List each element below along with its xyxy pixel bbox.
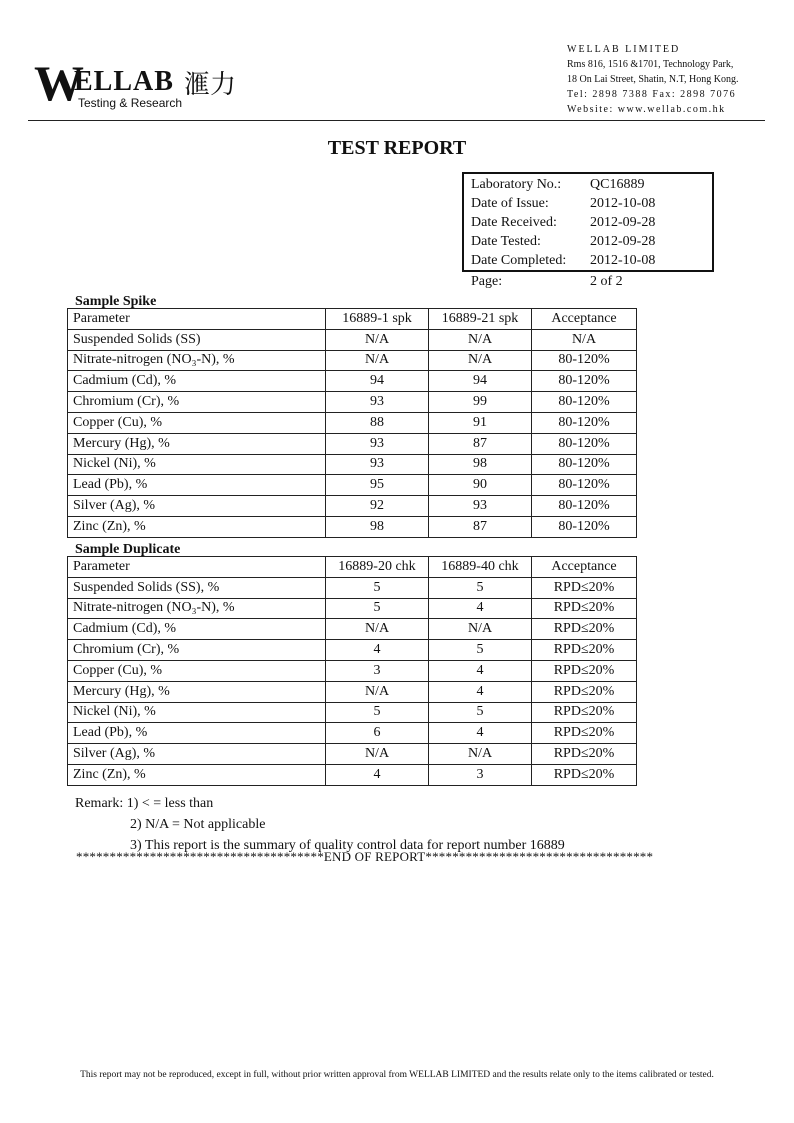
end-of-report: *************************************END OF REPORT********************************** [76,849,654,864]
remark-item: 2) N/A = Not applicable [130,817,266,832]
logo-tagline: Testing & Research [78,96,183,110]
header-cell: Acceptance [532,309,637,330]
table-cell: Chromium (Cr), % [68,392,326,413]
table-cell: 95 [326,475,429,496]
table-cell: N/A [429,350,532,371]
table-cell: Copper (Cu), % [68,660,326,681]
table-cell: RPD≤20% [532,577,637,598]
remarks [75,793,565,856]
table-row [68,744,637,765]
header-cell: 16889-40 chk [429,557,532,578]
table-cell: N/A [532,329,637,350]
logo-name: ELLAB [74,66,174,97]
table-cell: 80-120% [532,350,637,371]
table-header-row [68,557,637,578]
table-cell: Silver (Ag), % [68,496,326,517]
lab-label-date-of-issue: Date of Issue: [471,196,549,211]
table-row [68,392,637,413]
table-cell: RPD≤20% [532,619,637,640]
table-cell: 92 [326,496,429,517]
table-cell: 80-120% [532,392,637,413]
lab-label-laboratory-no: Laboratory No.: [471,177,562,192]
table-cell: 4 [326,640,429,661]
table-cell: 93 [326,433,429,454]
lab-label-page: Page: [471,274,503,289]
table-cell: 90 [429,475,532,496]
table-row [68,516,637,537]
table-cell: Mercury (Hg), % [68,681,326,702]
header-cell: 16889-21 spk [429,309,532,330]
company-address-2: 18 On Lai Street, Shatin, N.T, Hong Kong. [567,74,739,85]
table-row [68,660,637,681]
table-row [68,454,637,475]
table-cell: Suspended Solids (SS) [68,329,326,350]
table-cell: 4 [326,764,429,785]
company-name: WELLAB LIMITED [567,44,681,55]
duplicate-section-title: Sample Duplicate [75,542,181,557]
table-cell: RPD≤20% [532,723,637,744]
lab-label-date-completed: Date Completed: [471,253,567,268]
table-cell: 80-120% [532,433,637,454]
lab-value-date-received: 2012-09-28 [590,215,656,230]
table-cell: N/A [326,744,429,765]
table-cell: 5 [326,598,429,619]
table-cell: 94 [326,371,429,392]
lab-value-date-tested: 2012-09-28 [590,234,656,249]
table-cell: 93 [326,392,429,413]
company-address-1: Rms 816, 1516 &1701, Technology Park, [567,59,734,70]
table-row [68,371,637,392]
table-cell: Zinc (Zn), % [68,516,326,537]
table-cell: 5 [326,702,429,723]
table-cell: Chromium (Cr), % [68,640,326,661]
table-cell: N/A [326,329,429,350]
header-cell: 16889-1 spk [326,309,429,330]
company-phone: Tel: 2898 7388 Fax: 2898 7076 [567,89,737,100]
table-cell: Mercury (Hg), % [68,433,326,454]
table-row [68,496,637,517]
remark-item: 1) < = less than [126,796,214,811]
table-cell: 4 [429,598,532,619]
table-cell: 80-120% [532,412,637,433]
table-row [68,412,637,433]
table-cell: RPD≤20% [532,640,637,661]
table-cell: 99 [429,392,532,413]
table-cell: 5 [429,702,532,723]
report-title: TEST REPORT [327,137,467,159]
table-cell: 80-120% [532,516,637,537]
table-row [68,475,637,496]
table-cell: 5 [429,577,532,598]
company-logo [34,55,244,114]
table-cell: RPD≤20% [532,598,637,619]
company-website: Website: www.wellab.com.hk [567,104,726,115]
table-cell: 5 [429,640,532,661]
header-rule [28,120,765,121]
table-row [68,598,637,619]
table-cell: Nickel (Ni), % [68,454,326,475]
lab-value-date-of-issue: 2012-10-08 [590,196,656,211]
table-cell: 94 [429,371,532,392]
lab-value-date-completed: 2012-10-08 [590,253,656,268]
table-row [68,329,637,350]
table-cell: 3 [429,764,532,785]
table-cell: N/A [326,619,429,640]
table-cell: 4 [429,723,532,744]
table-header-row [68,309,637,330]
duplicate-table [67,556,637,786]
table-cell: 98 [429,454,532,475]
table-cell: 91 [429,412,532,433]
table-cell: 98 [326,516,429,537]
table-cell: N/A [429,744,532,765]
table-row [68,702,637,723]
table-row [68,619,637,640]
table-cell: Lead (Pb), % [68,475,326,496]
table-cell: RPD≤20% [532,681,637,702]
table-cell: RPD≤20% [532,744,637,765]
table-cell: 6 [326,723,429,744]
header-cell: Acceptance [532,557,637,578]
table-cell: 4 [429,681,532,702]
lab-label-date-received: Date Received: [471,215,557,230]
table-cell: 87 [429,516,532,537]
logo-initial: W [34,55,82,111]
table-row [68,764,637,785]
spike-table [67,308,637,538]
table-row [68,640,637,661]
table-row [68,723,637,744]
lab-value-page: 2 of 2 [590,274,623,289]
header-cell: Parameter [68,309,326,330]
logo-chinese: 滙力 [184,70,237,99]
table-cell: 4 [429,660,532,681]
remark-label: Remark: [75,796,124,811]
table-cell: 80-120% [532,496,637,517]
table-cell: 80-120% [532,454,637,475]
company-info [567,42,738,117]
table-cell: N/A [326,350,429,371]
table-cell: Nitrate-nitrogen (NO₃-N), % [68,598,326,619]
table-cell: Cadmium (Cd), % [68,619,326,640]
footer-disclaimer: This report may not be reproduced, except in full, without prior written approval from WELLAB LIMITED and the results relate only to the items calibrated or tested. [80,1070,714,1080]
table-cell: RPD≤20% [532,764,637,785]
table-cell: RPD≤20% [532,702,637,723]
table-cell: Lead (Pb), % [68,723,326,744]
table-cell: 87 [429,433,532,454]
table-cell: Nitrate-nitrogen (NO₃-N), % [68,350,326,371]
table-cell: N/A [429,619,532,640]
table-row [68,350,637,371]
table-row [68,433,637,454]
table-row [68,577,637,598]
lab-label-date-tested: Date Tested: [471,234,541,249]
table-cell: Nickel (Ni), % [68,702,326,723]
table-cell: N/A [326,681,429,702]
table-cell: 88 [326,412,429,433]
table-cell: 93 [429,496,532,517]
lab-value-laboratory-no: QC16889 [590,177,645,192]
table-cell: 80-120% [532,371,637,392]
table-cell: 80-120% [532,475,637,496]
table-cell: Copper (Cu), % [68,412,326,433]
table-cell: Zinc (Zn), % [68,764,326,785]
table-row [68,681,637,702]
table-cell: Cadmium (Cd), % [68,371,326,392]
remark-item: 3) This report is the summary of quality control data for report number 16889 [130,838,565,853]
table-cell: 5 [326,577,429,598]
header-cell: Parameter [68,557,326,578]
spike-section-title: Sample Spike [75,294,157,309]
table-cell: Suspended Solids (SS), % [68,577,326,598]
table-cell: 3 [326,660,429,681]
table-cell: 93 [326,454,429,475]
table-cell: N/A [429,329,532,350]
table-cell: RPD≤20% [532,660,637,681]
header-cell: 16889-20 chk [326,557,429,578]
table-cell: Silver (Ag), % [68,744,326,765]
